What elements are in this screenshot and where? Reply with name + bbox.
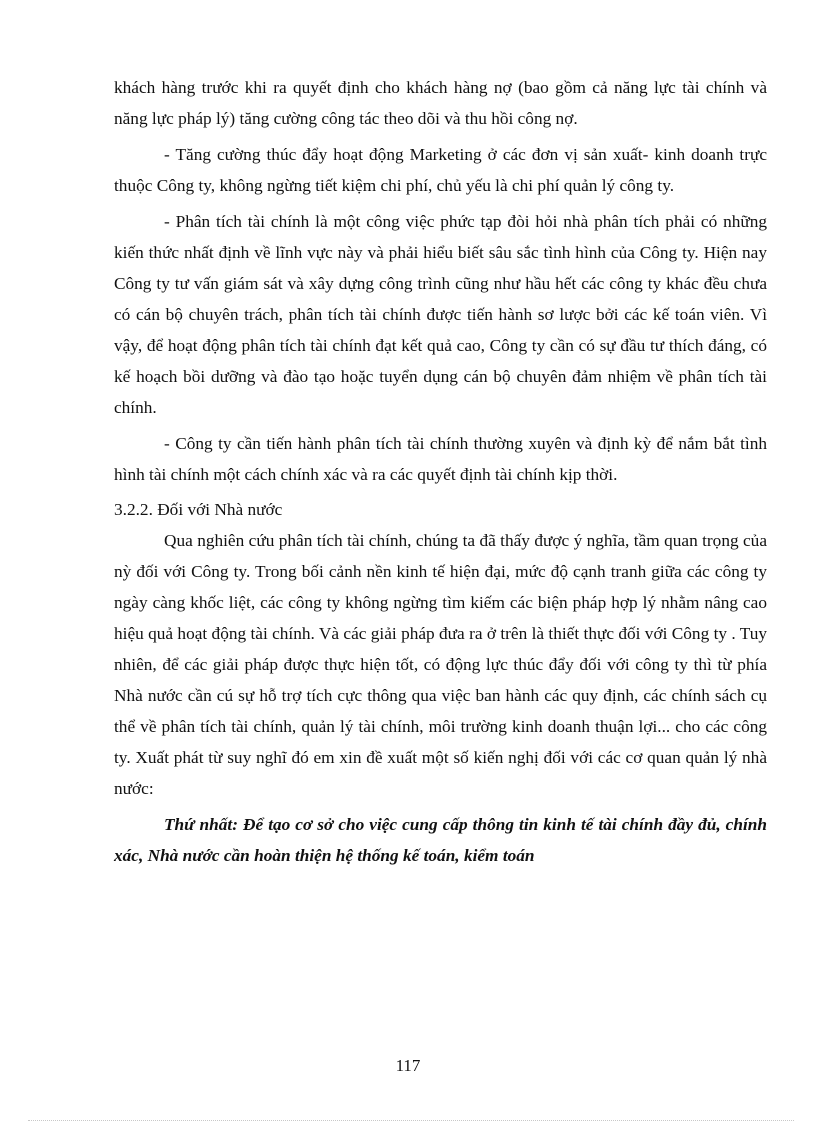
page-number: 117 [395, 1056, 421, 1075]
paragraph-state-recommendations: Qua nghiên cứu phân tích tài chính, chúng ta đã thấy được ý nghĩa, tầm quan trọng của nỳ đối với Công ty. Trong bối cảnh nền kinh tế hiện đại, mức độ cạnh tranh giữa các công ty ngày càng khốc liệt, các công ty không ngừng tìm kiếm các biện pháp hợp lý nhằm nâng cao hiệu quả hoạt động tài chính. Và các giải pháp đưa ra ở trên là thiết thực đối với Công ty . Tuy nhiên, để các giải pháp được thực hiện tốt, có động lực thúc đẩy đối với công ty thì từ phía Nhà nước cần cú sự hỗ trợ tích cực thông qua việc ban hành các quy định, các chính sách cụ thể về phân tích tài chính, quản lý tài chính, môi trường kinh doanh thuận lợi... cho các công ty. Xuất phát từ suy nghĩ đó em xin đề xuất một số kiến nghị đối với các cơ quan quản lý nhà nước: [114, 531, 767, 798]
paragraph-first-recommendation: Thứ nhất: Để tạo cơ sở cho việc cung cấp thông tin kinh tế tài chính đầy đủ, chính xác, Nhà nước cần hoàn thiện hệ thống kế toán, kiểm toán [114, 815, 767, 865]
paragraph-customer-credit: khách hàng trước khi ra quyết định cho khách hàng nợ (bao gồm cả năng lực tài chính và năng lực pháp lý) tăng cường công tác theo dõi và thu hồi công nợ. [114, 78, 767, 128]
page-bottom-border [28, 1120, 794, 1121]
document-body [114, 72, 767, 871]
paragraph-financial-analysis-staff: - Phân tích tài chính là một công việc phức tạp đòi hỏi nhà phân tích phải có những kiến thức nhất định về lĩnh vực này và phải hiểu biết sâu sắc tình hình của Công ty. Hiện nay Công ty tư vấn giám sát và xây dựng công trình cũng như hầu hết các công ty khác đều chưa có cán bộ chuyên trách, phân tích tài chính được tiến hành sơ lược bởi các kế toán viên. Vì vậy, để hoạt động phân tích tài chính đạt kết quả cao, Công ty cần có sự đầu tư thích đáng, có kế hoạch bồi dưỡng và đào tạo hoặc tuyển dụng cán bộ chuyên đảm nhiệm về phân tích tài chính. [114, 212, 767, 417]
paragraph-regular-analysis: - Công ty cần tiến hành phân tích tài chính thường xuyên và định kỳ để nắm bắt tình hình tài chính một cách chính xác và ra các quyết định tài chính kịp thời. [114, 434, 767, 484]
paragraph-marketing: - Tăng cường thúc đẩy hoạt động Marketing ở các đơn vị sản xuất- kinh doanh trực thuộc Công ty, không ngừng tiết kiệm chi phí, chủ yếu là chi phí quản lý công ty. [114, 145, 767, 195]
section-heading: 3.2.2. Đối với Nhà nước [114, 500, 283, 519]
